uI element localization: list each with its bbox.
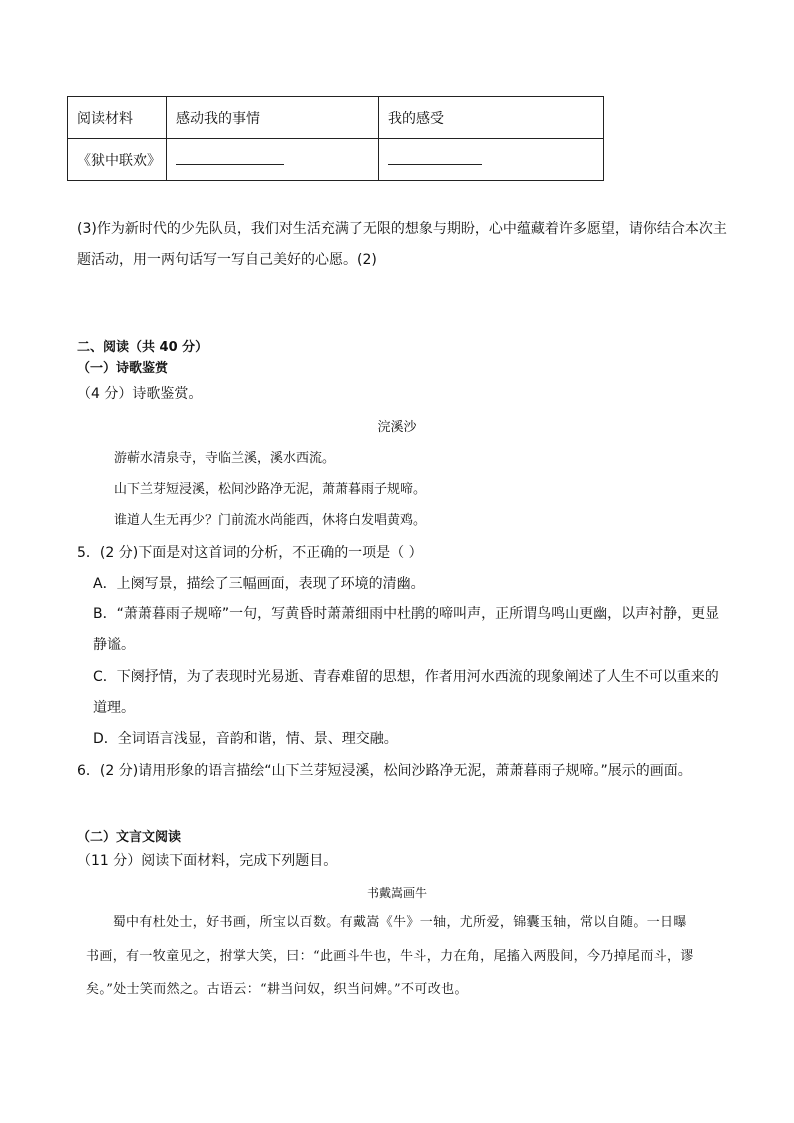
event-blank-line[interactable] — [176, 150, 284, 165]
poem-line-2: 山下兰芽短浸溪，松间沙路净无泥，萧萧暮雨子规啼。 — [114, 482, 427, 497]
classical-line-2: 书画，有一牧童见之，拊掌大笑，曰：“此画斗牛也，牛斗，力在角，尾搐入两股间，今乃掉尾而斗，谬 — [86, 949, 694, 964]
q5-option-d: D．全词语言浅显，音韵和谐，情、景、理交融。 — [93, 731, 398, 747]
poem-line-3: 谁道人生无再少？门前流水尚能西，休将白发唱黄鸡。 — [114, 513, 427, 528]
section-2-title: 二、阅读（共 40 分） — [77, 340, 209, 355]
poem-line-1: 游蕲水清泉寺，寺临兰溪，溪水西流。 — [114, 451, 336, 466]
table-cell-event[interactable] — [167, 139, 379, 181]
q5-option-b-line-2: 静谧。 — [93, 637, 135, 653]
poetry-intro: （4 分）诗歌鉴赏。 — [77, 386, 203, 402]
q5-stem: 5．(2 分)下面是对这首词的分析，不正确的一项是（ ） — [77, 545, 423, 561]
classical-title: 书戴嵩画牛 — [366, 886, 427, 900]
q5-option-b-line-1: B．“萧萧暮雨子规啼”一句，写黄昏时萧萧细雨中杜鹃的啼叫声，正所谓鸟鸣山更幽，以声衬静，更显 — [93, 606, 720, 622]
q3-line-1: (3)作为新时代的少先队员，我们对生活充满了无限的想象与期盼，心中蕴藏着许多愿望，请你结合本次主 — [77, 221, 727, 237]
poem-title: 浣溪沙 — [377, 420, 417, 435]
q3-line-2: 题活动，用一两句话写一写自己美好的心愿。(2) — [77, 252, 377, 268]
table-header-feeling: 我的感受 — [379, 97, 604, 139]
feeling-blank-line[interactable] — [388, 150, 482, 165]
table-cell-feeling[interactable] — [379, 139, 604, 181]
q5-option-c-line-1: C．下阕抒情，为了表现时光易逝、青春难留的思想，作者用河水西流的现象阐述了人生不可以重来的 — [93, 669, 719, 685]
q6-stem: 6．(2 分)请用形象的语言描绘“山下兰芽短浸溪，松间沙路净无泥，萧萧暮雨子规啼。”展示的画面。 — [77, 763, 692, 779]
classical-intro: （11 分）阅读下面材料，完成下列题目。 — [77, 853, 338, 869]
table-header-material: 阅读材料 — [68, 97, 167, 139]
classical-line-3: 矣。”处士笑而然之。古语云：“耕当问奴，织当问婢。”不可改也。 — [86, 982, 468, 997]
q5-option-c-line-2: 道理。 — [93, 700, 135, 716]
q5-option-a: A．上阕写景，描绘了三幅画面，表现了环境的清幽。 — [93, 576, 425, 592]
table-header-event: 感动我的事情 — [167, 97, 379, 139]
classical-section-title: （二）文言文阅读 — [77, 830, 182, 845]
classical-line-1: 蜀中有杜处士，好书画，所宝以百数。有戴嵩《牛》一轴，尤所爱，锦囊玉轴，常以自随。一日曝 — [86, 915, 687, 930]
reading-table — [67, 96, 604, 181]
poetry-section-title: （一）诗歌鉴赏 — [77, 361, 169, 376]
table-cell-material: 《狱中联欢》 — [68, 139, 167, 181]
table-header-row — [68, 97, 604, 139]
table-row — [68, 139, 604, 181]
